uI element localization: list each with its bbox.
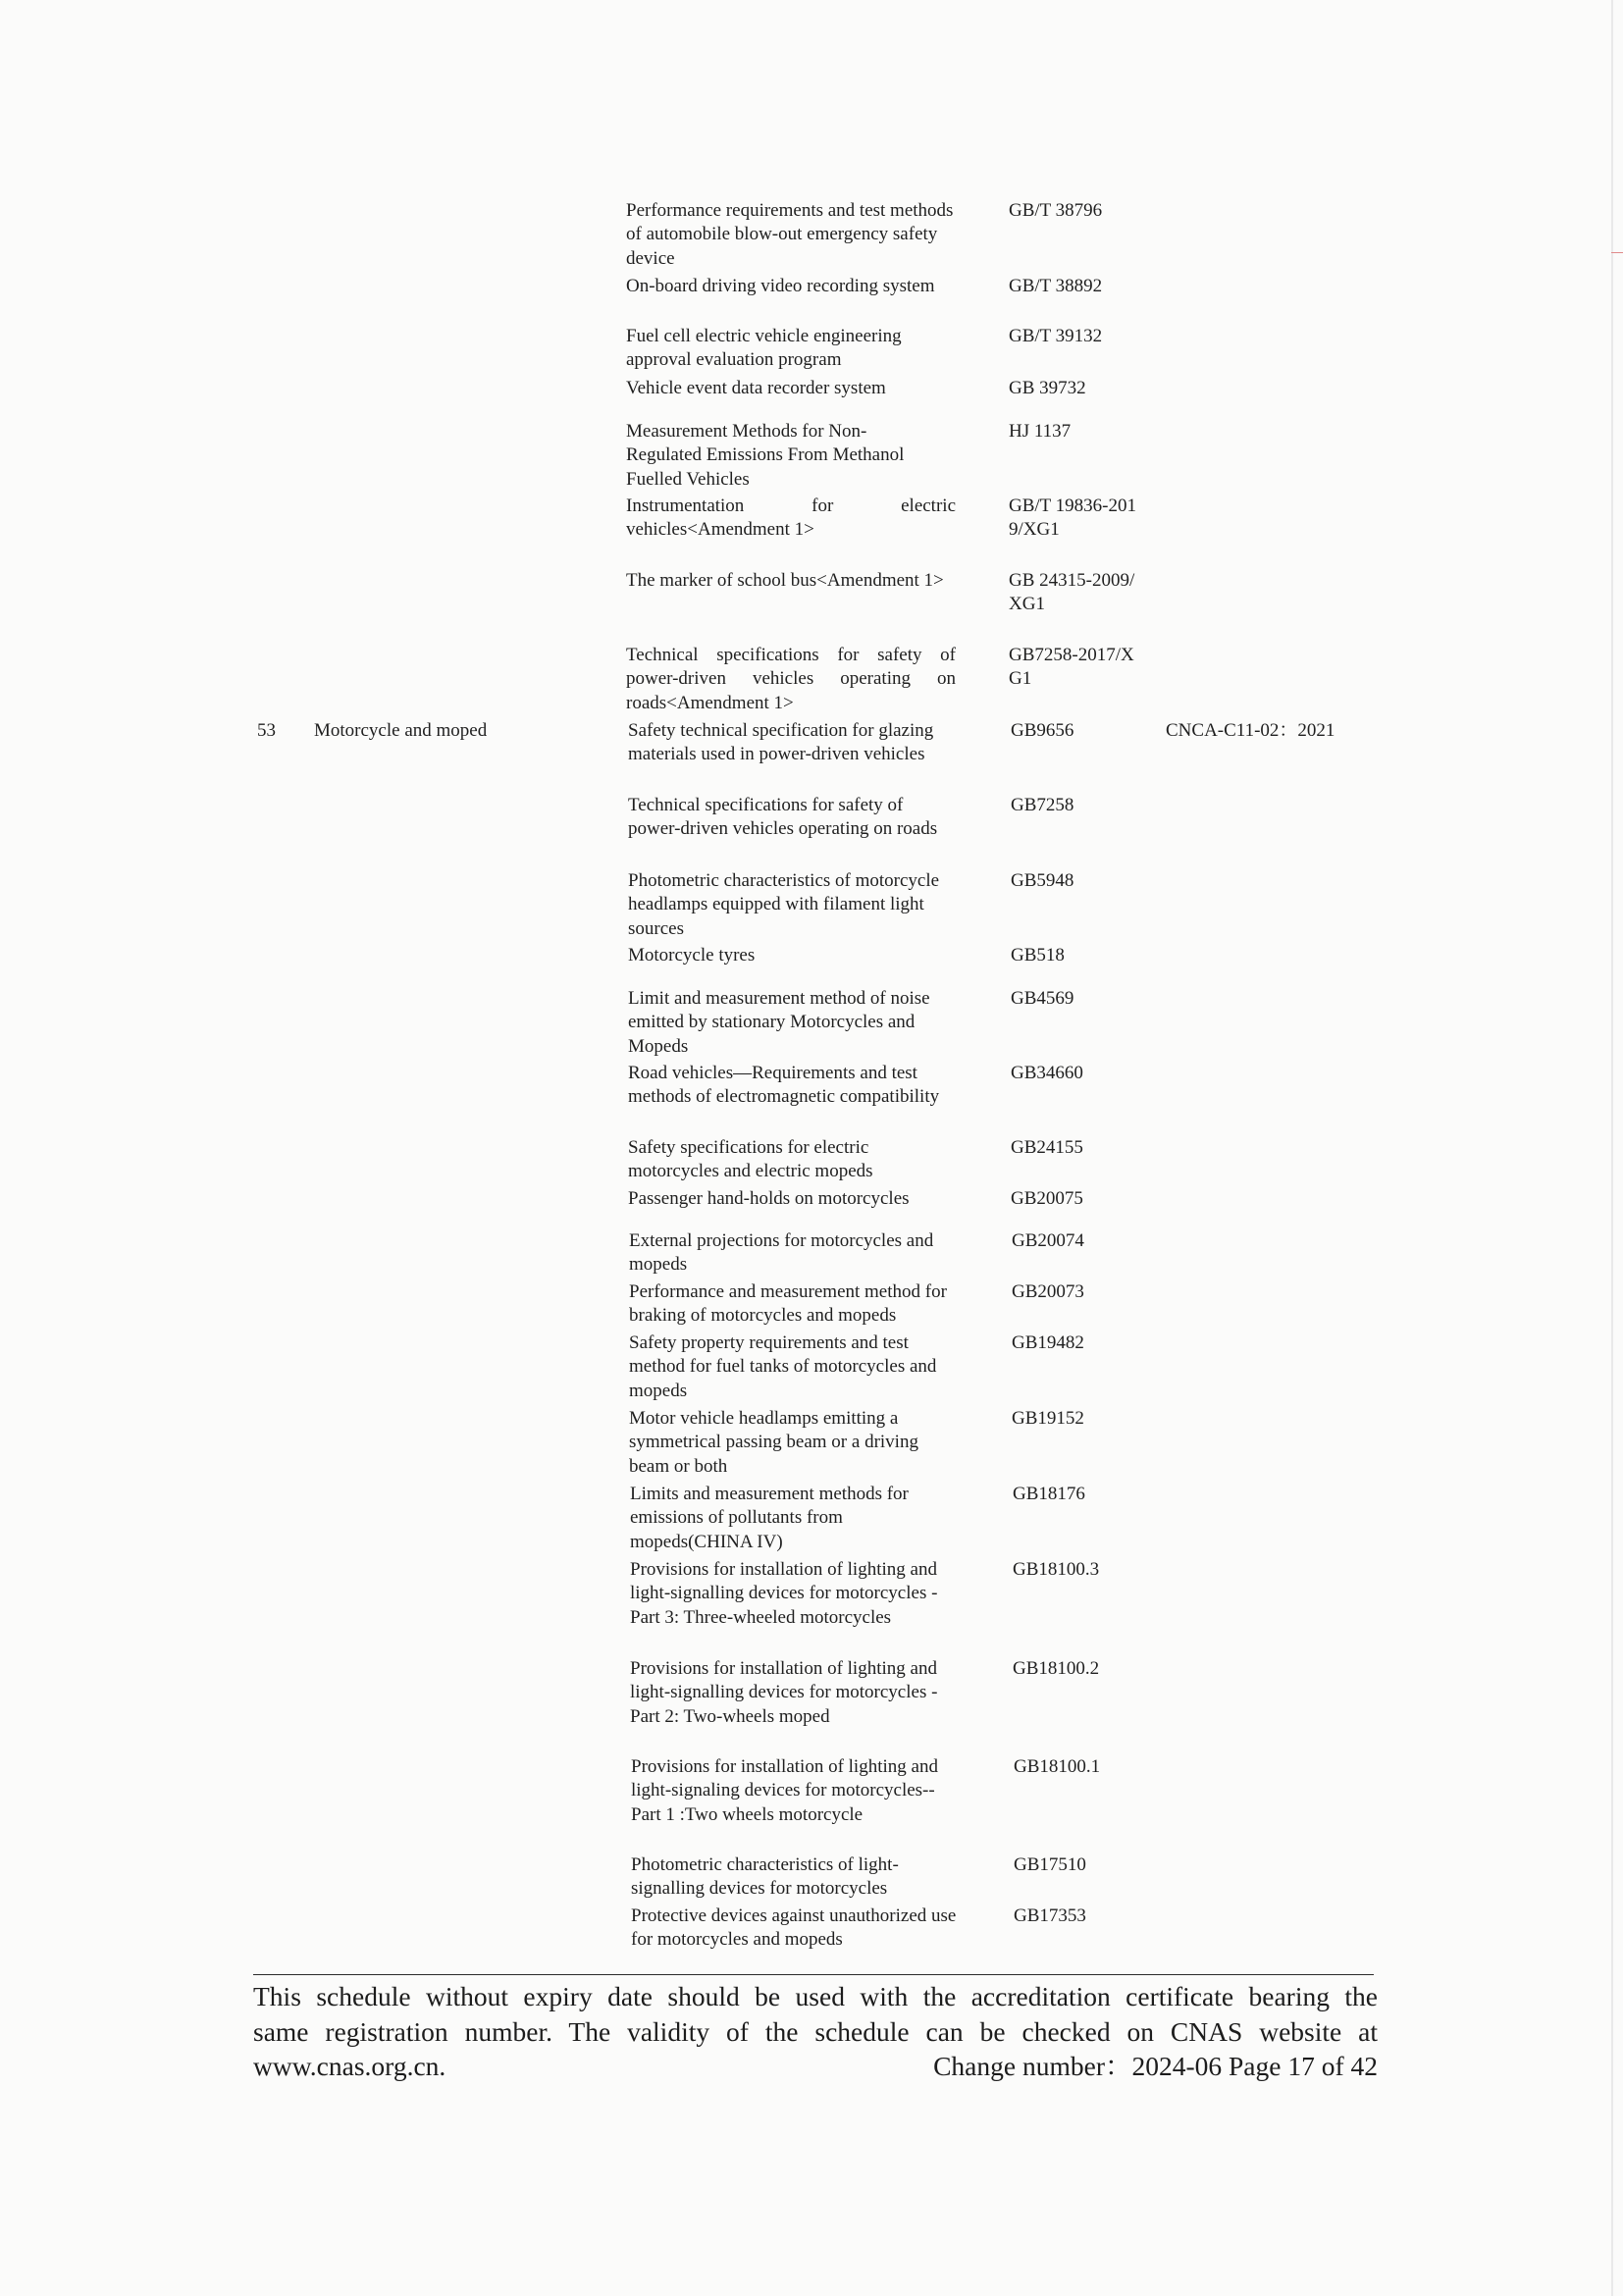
standard-code: GB20075 bbox=[1011, 1188, 1083, 1209]
standard-code: GB7258 bbox=[1011, 795, 1074, 815]
standard-name: External projections for motorcycles and mopeds bbox=[629, 1230, 934, 1276]
standard-name: Instrumentation for electric vehicles<Amendment 1> bbox=[626, 496, 956, 541]
footer-line bbox=[253, 2049, 1378, 2084]
standard-code: GB4569 bbox=[1011, 988, 1074, 1009]
standard-name: Provisions for installation of lighting and light-signalling devices for motorcycles - Part 2: Two-wheels moped bbox=[630, 1658, 938, 1727]
standard-name: Photometric characteristics of motorcycle headlamps equipped with filament light sources bbox=[628, 870, 940, 939]
website-link[interactable]: www.cnas.org.cn. bbox=[253, 2051, 446, 2081]
standard-name: Vehicle event data recorder system bbox=[626, 378, 886, 398]
standard-name: Photometric characteristics of light-signalling devices for motorcycles bbox=[631, 1854, 899, 1900]
standard-name: Protective devices against unauthorized use for motorcycles and mopeds bbox=[631, 1905, 957, 1951]
standard-code: GB/T 38796 bbox=[1009, 200, 1103, 221]
standard-name: Passenger hand-holds on motorcycles bbox=[628, 1188, 910, 1209]
change-number: Change number：2024-06 Page 17 of 42 bbox=[933, 2051, 1378, 2081]
standard-code: GB20074 bbox=[1012, 1230, 1084, 1251]
page-edge bbox=[1611, 0, 1613, 2296]
standard-code: GB 24315-2009/XG1 bbox=[1009, 570, 1135, 615]
standard-code: GB18100.1 bbox=[1014, 1756, 1101, 1777]
standard-name: Measurement Methods for Non-Regulated Emissions From Methanol Fuelled Vehicles bbox=[626, 421, 905, 490]
standard-name: Technical specifications for safety of power-driven vehicles operating on roads<Amendment 1> bbox=[626, 645, 956, 713]
standard-code: GB/T 19836-2019/XG1 bbox=[1009, 496, 1137, 541]
standard-name: Safety technical specification for glazing materials used in power-driven vehicles bbox=[628, 720, 934, 765]
standard-name: Motor vehicle headlamps emitting a symmetrical passing beam or a driving beam or both bbox=[629, 1408, 918, 1477]
standard-code: GB/T 38892 bbox=[1009, 276, 1103, 296]
standard-code: HJ 1137 bbox=[1009, 421, 1072, 442]
standard-code: GB5948 bbox=[1011, 870, 1074, 891]
standard-code: GB18176 bbox=[1013, 1484, 1085, 1504]
standard-code: GB20073 bbox=[1012, 1281, 1084, 1302]
standard-code: GB/T 39132 bbox=[1009, 326, 1103, 346]
standard-name: Safety specifications for electric motorcycles and electric mopeds bbox=[628, 1137, 873, 1182]
standard-name: Provisions for installation of lighting and light-signalling devices for motorcycles - Part 3: Three-wheeled motorcycles bbox=[630, 1559, 938, 1628]
standard-name: On-board driving video recording system bbox=[626, 276, 935, 296]
footer bbox=[253, 1979, 1378, 2084]
standard-name: Limits and measurement methods for emissions of pollutants from mopeds(CHINA IV) bbox=[630, 1484, 909, 1552]
implementation-rule: CNCA-C11-02：2021 bbox=[1166, 720, 1335, 741]
standard-code: GB34660 bbox=[1011, 1063, 1083, 1083]
standard-name: Road vehicles—Requirements and test methods of electromagnetic compatibility bbox=[628, 1063, 940, 1108]
standard-code: GB19482 bbox=[1012, 1332, 1084, 1353]
standard-code: GB18100.3 bbox=[1013, 1559, 1100, 1580]
footer-line: same registration number. The validity of the schedule can be checked on CNAS website at bbox=[253, 2015, 1378, 2047]
standard-code: GB19152 bbox=[1012, 1408, 1084, 1429]
standard-code: GB9656 bbox=[1011, 720, 1074, 741]
standard-name: Provisions for installation of lighting and light-signaling devices for motorcycles--Part 1 :Two wheels motorcycle bbox=[631, 1756, 938, 1825]
standard-name: Technical specifications for safety of power-driven vehicles operating on roads bbox=[628, 795, 938, 840]
standard-code: GB 39732 bbox=[1009, 378, 1086, 398]
standard-code: GB518 bbox=[1011, 945, 1065, 965]
standard-code: GB24155 bbox=[1011, 1137, 1083, 1158]
standard-name: Fuel cell electric vehicle engineering approval evaluation program bbox=[626, 326, 902, 371]
footer-line: This schedule without expiry date should be used with the accreditation certificate bearing the bbox=[253, 1981, 1378, 2011]
row-number: 53 bbox=[257, 720, 276, 741]
standard-code: GB17353 bbox=[1014, 1905, 1086, 1926]
standard-name: Safety property requirements and test method for fuel tanks of motorcycles and mopeds bbox=[629, 1332, 937, 1401]
standard-name: Performance requirements and test methods of automobile blow-out emergency safety device bbox=[626, 200, 954, 269]
standard-code: GB7258-2017/XG1 bbox=[1009, 645, 1134, 690]
standard-code: GB17510 bbox=[1014, 1854, 1086, 1875]
standard-name: The marker of school bus<Amendment 1> bbox=[626, 570, 944, 591]
product-name: Motorcycle and moped bbox=[314, 720, 488, 741]
margin-mark bbox=[1611, 252, 1623, 253]
standard-code: GB18100.2 bbox=[1013, 1658, 1100, 1679]
standard-name: Motorcycle tyres bbox=[628, 945, 756, 965]
standard-name: Limit and measurement method of noise emitted by stationary Motorcycles and Mopeds bbox=[628, 988, 930, 1057]
footer-rule bbox=[253, 1974, 1374, 1975]
standard-name: Performance and measurement method for braking of motorcycles and mopeds bbox=[629, 1281, 947, 1327]
